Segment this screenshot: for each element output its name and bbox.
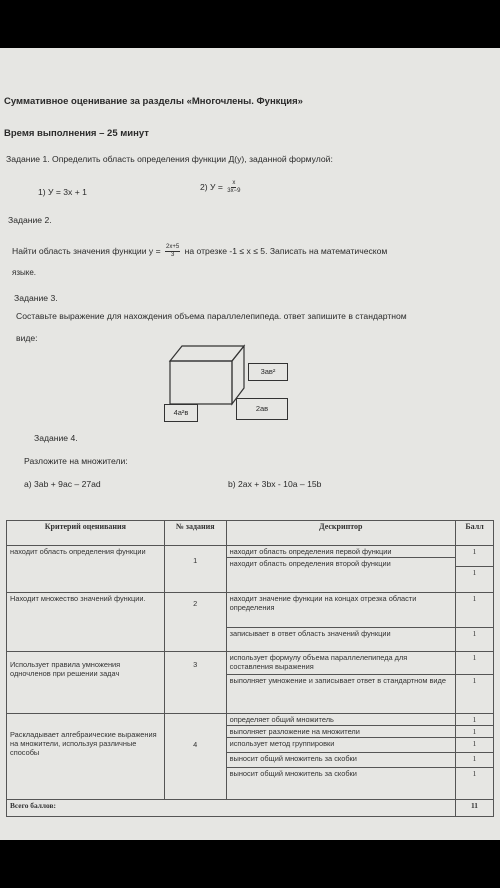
- points-item: 1: [456, 753, 493, 768]
- total-value: 11: [456, 800, 494, 817]
- fraction-numerator: х: [232, 180, 236, 186]
- box-top-face: [170, 346, 244, 361]
- points-cell: [456, 714, 494, 800]
- width-label-box: 2ав: [236, 398, 288, 420]
- task-number-cell: 1: [164, 546, 226, 593]
- points-item: 1: [472, 629, 477, 638]
- descriptor-cell: [226, 593, 455, 652]
- header-descriptor: Дескриптор: [226, 521, 455, 546]
- fraction-numerator: 2х+5: [166, 244, 180, 250]
- task1-item2: [200, 180, 242, 195]
- descriptor-item: определяет общий множитель: [227, 714, 455, 726]
- descriptor-item: выносит общий множитель за скобки: [229, 769, 357, 778]
- descriptor-cell: [226, 546, 455, 593]
- descriptor-item: записывает в ответ область значений функции: [229, 629, 391, 638]
- assessment-criteria-table: [6, 520, 494, 817]
- points-item: 1: [472, 568, 477, 577]
- task4-text: Разложите на множители:: [24, 456, 128, 466]
- task4-heading: Задание 4.: [34, 433, 78, 443]
- task2-text-b: на отрезке -1 ≤ х ≤ 5. Записать на математическом: [184, 245, 388, 256]
- descriptor-item: выполняет умножение и записывает ответ в стандартном виде: [229, 676, 446, 685]
- criterion-cell: находит область определения функции: [7, 546, 165, 593]
- task1-text: Задание 1. Определить область определения функции Д(у), заданной формулой:: [6, 154, 333, 164]
- header-points: Балл: [456, 521, 494, 546]
- points-item: 1: [456, 714, 493, 726]
- descriptor-item: выполняет разложение на множители: [227, 726, 455, 738]
- header-task: № задания: [164, 521, 226, 546]
- criterion-cell: Раскладывает алгебраические выражения на множители, используя различные способы: [7, 714, 165, 800]
- points-item: 1: [456, 738, 493, 753]
- task2-heading: Задание 2.: [8, 215, 52, 225]
- points-cell: [456, 546, 494, 593]
- depth-label-box: 3ав²: [248, 363, 288, 381]
- descriptor-item: выносит общий множитель за скобки: [227, 753, 455, 768]
- criterion-cell: Находит множество значений функции.: [7, 593, 165, 652]
- descriptor-item: находит область определения первой функции: [227, 546, 455, 558]
- worksheet-title: Суммативное оценивание за разделы «Многочлены. Функция»: [4, 96, 303, 107]
- worksheet-page: [0, 48, 500, 840]
- task2-text-c: языке.: [12, 268, 37, 277]
- points-item: 1: [456, 726, 493, 738]
- task2-line1: [12, 244, 387, 259]
- fraction-denominator: 3х−9: [227, 188, 241, 194]
- table-row: [7, 714, 494, 800]
- task3-heading: Задание 3.: [14, 293, 58, 303]
- task3-text-a: Составьте выражение для нахождения объема параллелепипеда. ответ запишите в стандартном: [16, 311, 407, 321]
- total-label: Всего баллов:: [7, 800, 456, 817]
- descriptor-cell: [226, 714, 455, 800]
- task-number-cell: 2: [164, 593, 226, 652]
- length-label-box: 4а²в: [164, 404, 198, 422]
- descriptor-item: использует формулу объема параллелепипеда для составления выражения: [227, 652, 455, 675]
- box-side-face: [232, 346, 244, 404]
- task4-item-b: b) 2ах + 3bх - 10а – 15b: [228, 479, 322, 489]
- task-number-cell: 3: [164, 652, 226, 714]
- fraction-denominator: 3: [170, 252, 175, 258]
- header-criterion: Критерий оценивания: [7, 521, 165, 546]
- box-front-face: [170, 361, 232, 404]
- task2-text-a: Найти область значения функции у =: [12, 245, 161, 256]
- descriptor-cell: [226, 652, 455, 714]
- table-row: [7, 593, 494, 652]
- points-item: 1: [456, 546, 493, 567]
- task3-text-b: виде:: [16, 333, 38, 343]
- task-number-cell: 4: [164, 714, 226, 800]
- points-item: 1: [472, 769, 477, 778]
- points-item: 1: [472, 676, 477, 685]
- descriptor-item: использует метод группировки: [227, 738, 455, 753]
- table-header-row: [7, 521, 494, 546]
- total-row: [7, 800, 494, 817]
- points-cell: [456, 593, 494, 652]
- table-row: [7, 546, 494, 593]
- task2-fraction: [165, 244, 180, 259]
- task1-item1: 1) У = 3х + 1: [38, 187, 87, 197]
- points-item: 1: [456, 652, 493, 675]
- descriptor-item: находит область определения второй функции: [229, 559, 391, 568]
- descriptor-item: находит значение функции на концах отрезка области определения: [227, 593, 455, 628]
- task1-item2-fraction: [227, 180, 240, 195]
- points-item: 1: [456, 593, 493, 628]
- time-limit: Время выполнения – 25 минут: [4, 128, 149, 139]
- criterion-cell: Использует правила умножения одночленов при решении задач: [7, 652, 165, 714]
- table-row: [7, 652, 494, 714]
- task4-item-a: а) 3аb + 9ас – 27аd: [24, 479, 101, 489]
- points-cell: [456, 652, 494, 714]
- task1-item2-prefix: 2) У =: [200, 181, 223, 192]
